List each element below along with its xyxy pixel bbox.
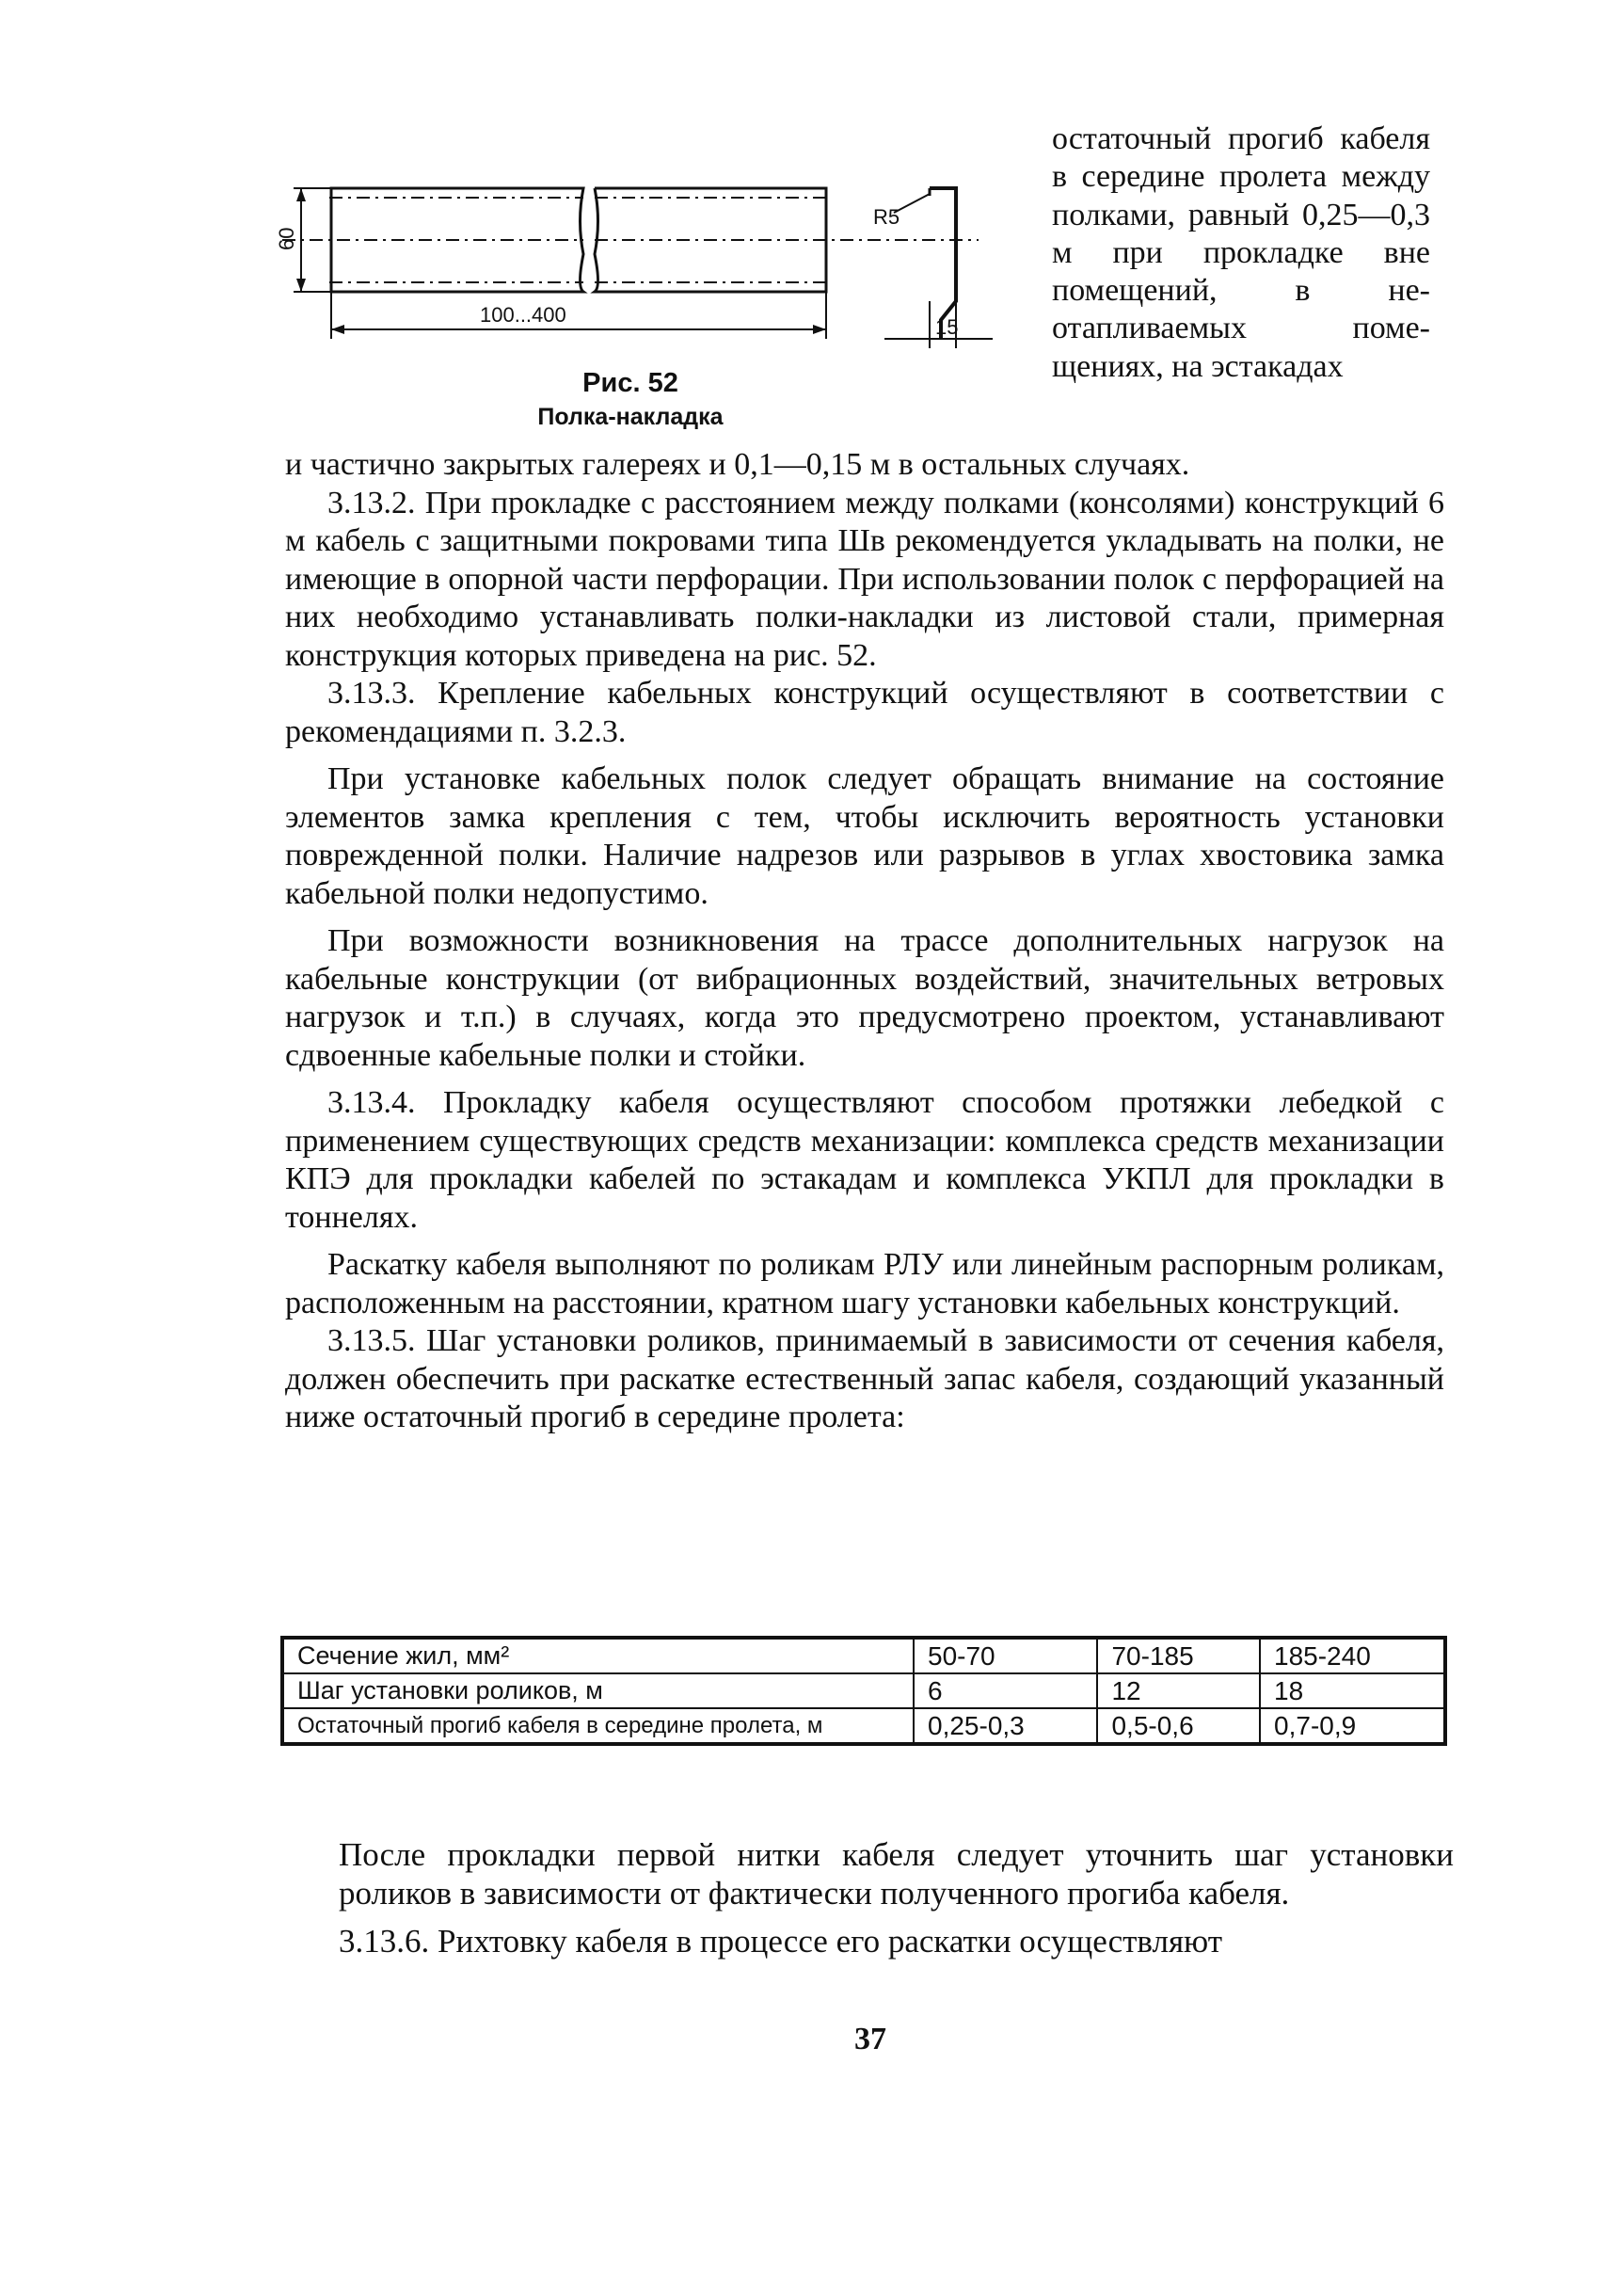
paragraph-first-strand: После прокладки первой нитки кабеля следует уточнить шаг установки роликов в зависимости от фактически полученного прогиба кабеля. — [339, 1836, 1454, 1912]
paragraph-shelf-install: При установке кабельных полок следует обращать внимание на состояние элементов замка крепления с тем, чтобы исключить вероятность установки поврежденной полки. Наличие надрезов или разрывов в углах хвостовика замка кабельной полки недопустимо. — [285, 761, 1444, 911]
table-row — [282, 1673, 1445, 1708]
continued-paragraph: и частично закрытых галереях и 0,1—0,15 м в остальных случаях. — [285, 447, 1190, 482]
figure-name: Полка-накладка — [537, 404, 724, 430]
table-cell: 6 — [914, 1673, 1097, 1708]
body-text — [285, 446, 1444, 1437]
page-number: 37 — [854, 2022, 886, 2056]
height-dimension-label: 60 — [275, 227, 298, 250]
side-paragraph: остаточный прогиб кабеля в середине пролета между полками, равный 0,25—0,3 м при прокладке вне помещений, в неотапливаемых помещениях, на эстакадах — [1052, 121, 1430, 384]
table-row — [282, 1638, 1445, 1673]
paragraph-3-13-3: 3.13.3. Крепление кабельных конструкций осуществляют в соответствии с рекомендациями п. 3.2.3. — [285, 676, 1444, 749]
paragraph-3-13-4: 3.13.4. Прокладку кабеля осуществляют способом протяжки лебедкой с применением существующих средств механизации: комплекса средств механизации КПЭ для прокладки кабелей по эстакадам и комплекса УКПЛ для прокладки в тоннелях. — [285, 1085, 1444, 1235]
row-label: Остаточный прогиб кабеля в середине пролета, м — [282, 1708, 914, 1744]
row-label: Шаг установки роликов, м — [282, 1673, 914, 1708]
radius-dimension-label: R5 — [873, 205, 900, 229]
paragraph-extra-loads: При возможности возникновения на трассе дополнительных нагрузок на кабельные конструкции (от вибрационных воздействий, значительных ветровых нагрузок и т.п.) в случаях, когда это предусмотрено проектом, устанавливают сдвоенные кабельные полки и стойки. — [285, 923, 1444, 1073]
table-cell: 18 — [1260, 1673, 1445, 1708]
table-cell: 185-240 — [1260, 1638, 1445, 1673]
table-cell: 12 — [1097, 1673, 1260, 1708]
paragraph-3-13-6: 3.13.6. Рихтовку кабеля в процессе его раскатки осуществляют — [339, 1923, 1223, 1960]
roller-spacing-table — [280, 1636, 1447, 1746]
shelf-overlay-drawing — [275, 179, 1016, 367]
table-cell: 0,7-0,9 — [1260, 1708, 1445, 1744]
figure-caption — [508, 365, 753, 433]
flange-dimension-label: 15 — [935, 315, 959, 339]
paragraph-rolling: Раскатку кабеля выполняют по роликам РЛУ или линейным распорным роликам, расположенным на расстоянии, кратном шагу установки кабельных конструкций. — [285, 1247, 1444, 1320]
paragraph-3-13-5: 3.13.5. Шаг установки роликов, принимаемый в зависимости от сечения кабеля, должен обеспечить при раскатке естественный запас кабеля, создающий указанный ниже остаточный прогиб в середине пролета: — [285, 1323, 1444, 1434]
table-cell: 70-185 — [1097, 1638, 1260, 1673]
paragraph-3-13-2: 3.13.2. При прокладке с расстоянием между полками (консолями) конструкций 6 м кабель с защитными покровами типа Шв рекомендуется укладывать на полки, не имеющие в опорной части перфорации. При использовании полок с перфорацией на них необходимо устанавливать полки-накладки из листовой стали, примерная конструкция которых приведена на рис. 52. — [285, 485, 1444, 673]
table-cell: 50-70 — [914, 1638, 1097, 1673]
table-row — [282, 1708, 1445, 1744]
figure-title: Рис. 52 — [582, 368, 678, 398]
table-cell: 0,25-0,3 — [914, 1708, 1097, 1744]
table-cell: 0,5-0,6 — [1097, 1708, 1260, 1744]
after-table-text — [339, 1835, 1454, 1960]
row-label: Сечение жил, мм² — [282, 1638, 914, 1673]
length-dimension-label: 100...400 — [480, 303, 566, 327]
